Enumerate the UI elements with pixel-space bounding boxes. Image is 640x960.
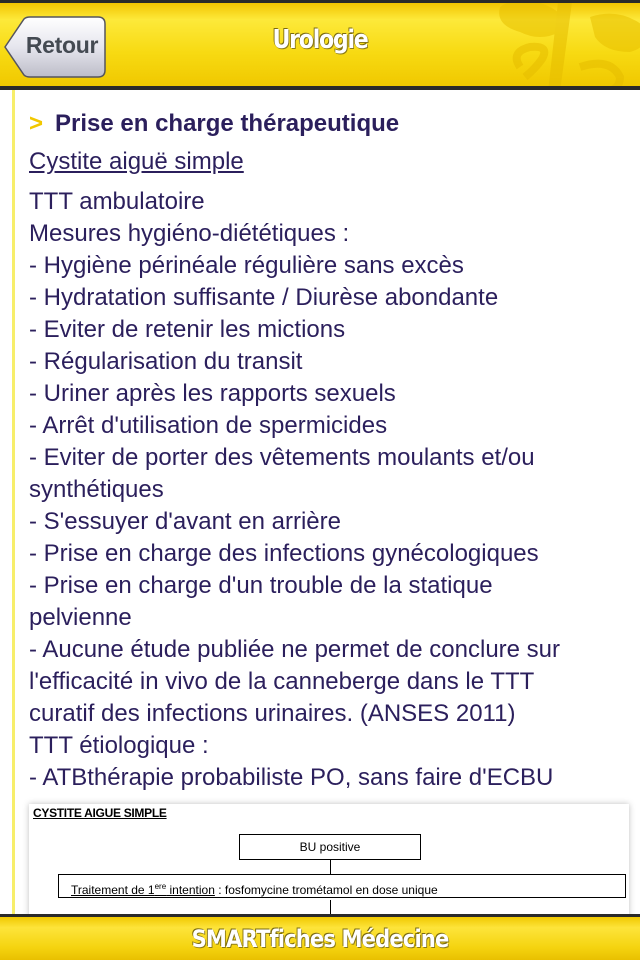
text-line: - Eviter de porter des vêtements moulants et/ou [29, 444, 535, 471]
box2-underlined [71, 883, 215, 897]
box2-intention: intention [166, 883, 215, 897]
text-line: - Prise en charge d'un trouble de la statique [29, 572, 493, 599]
text-line: - Hygiène périnéale régulière sans excès [29, 252, 464, 279]
text-line: curatif des infections urinaires. (ANSES 2011) [29, 700, 516, 727]
text-line: pelvienne [29, 604, 132, 631]
section-heading [29, 110, 399, 138]
text-line: - Aucune étude publiée ne permet de conclure sur [29, 636, 561, 663]
section-title: Prise en charge thérapeutique [55, 110, 400, 137]
chevron-right-icon: > [29, 110, 44, 137]
footer-bar [0, 914, 640, 960]
flowchart-connector [330, 860, 331, 874]
text-line: - Eviter de retenir les mictions [29, 316, 346, 343]
box2-sup: ere [154, 882, 167, 891]
text-line: - Prise en charge des infections gynécologiques [29, 540, 539, 567]
text-line: Mesures hygiéno-diététiques : [29, 220, 350, 247]
back-button-label: Retour [25, 32, 99, 58]
flowchart-box-bu-positive: BU positive [239, 834, 421, 860]
box2-rest: : fosfomycine trométamol en dose unique [214, 883, 438, 897]
text-line: - ATBthérapie probabiliste PO, sans faire d'ECBU [29, 764, 554, 791]
text-line: l'efficacité in vivo de la canneberge dans le TTT [29, 668, 535, 695]
text-line: synthétiques [29, 476, 164, 503]
text-line: - Arrêt d'utilisation de spermicides [29, 412, 388, 439]
text-line: - Uriner après les rapports sexuels [29, 380, 396, 407]
flowchart-box-first-line-treatment [58, 874, 626, 898]
page-title: Urologie [272, 25, 368, 55]
text-line: TTT étiologique : [29, 732, 209, 759]
footer-title: SMARTfiches Médecine [191, 925, 449, 953]
navigation-bar [0, 0, 640, 90]
content-area[interactable] [12, 90, 640, 914]
flowchart-title: CYSTITE AIGUE SIMPLE [33, 806, 167, 820]
flowchart-connector [330, 900, 331, 914]
text-line: - Régularisation du transit [29, 348, 303, 375]
body-text [29, 186, 629, 794]
text-line: TTT ambulatoire [29, 188, 205, 215]
text-line: - S'essuyer d'avant en arrière [29, 508, 341, 535]
box2-prefix: Traitement de 1 [71, 883, 155, 897]
flowchart-image[interactable] [29, 804, 629, 914]
subsection-title: Cystite aiguë simple [29, 148, 244, 175]
text-line: - Hydratation suffisante / Diurèse abondante [29, 284, 499, 311]
